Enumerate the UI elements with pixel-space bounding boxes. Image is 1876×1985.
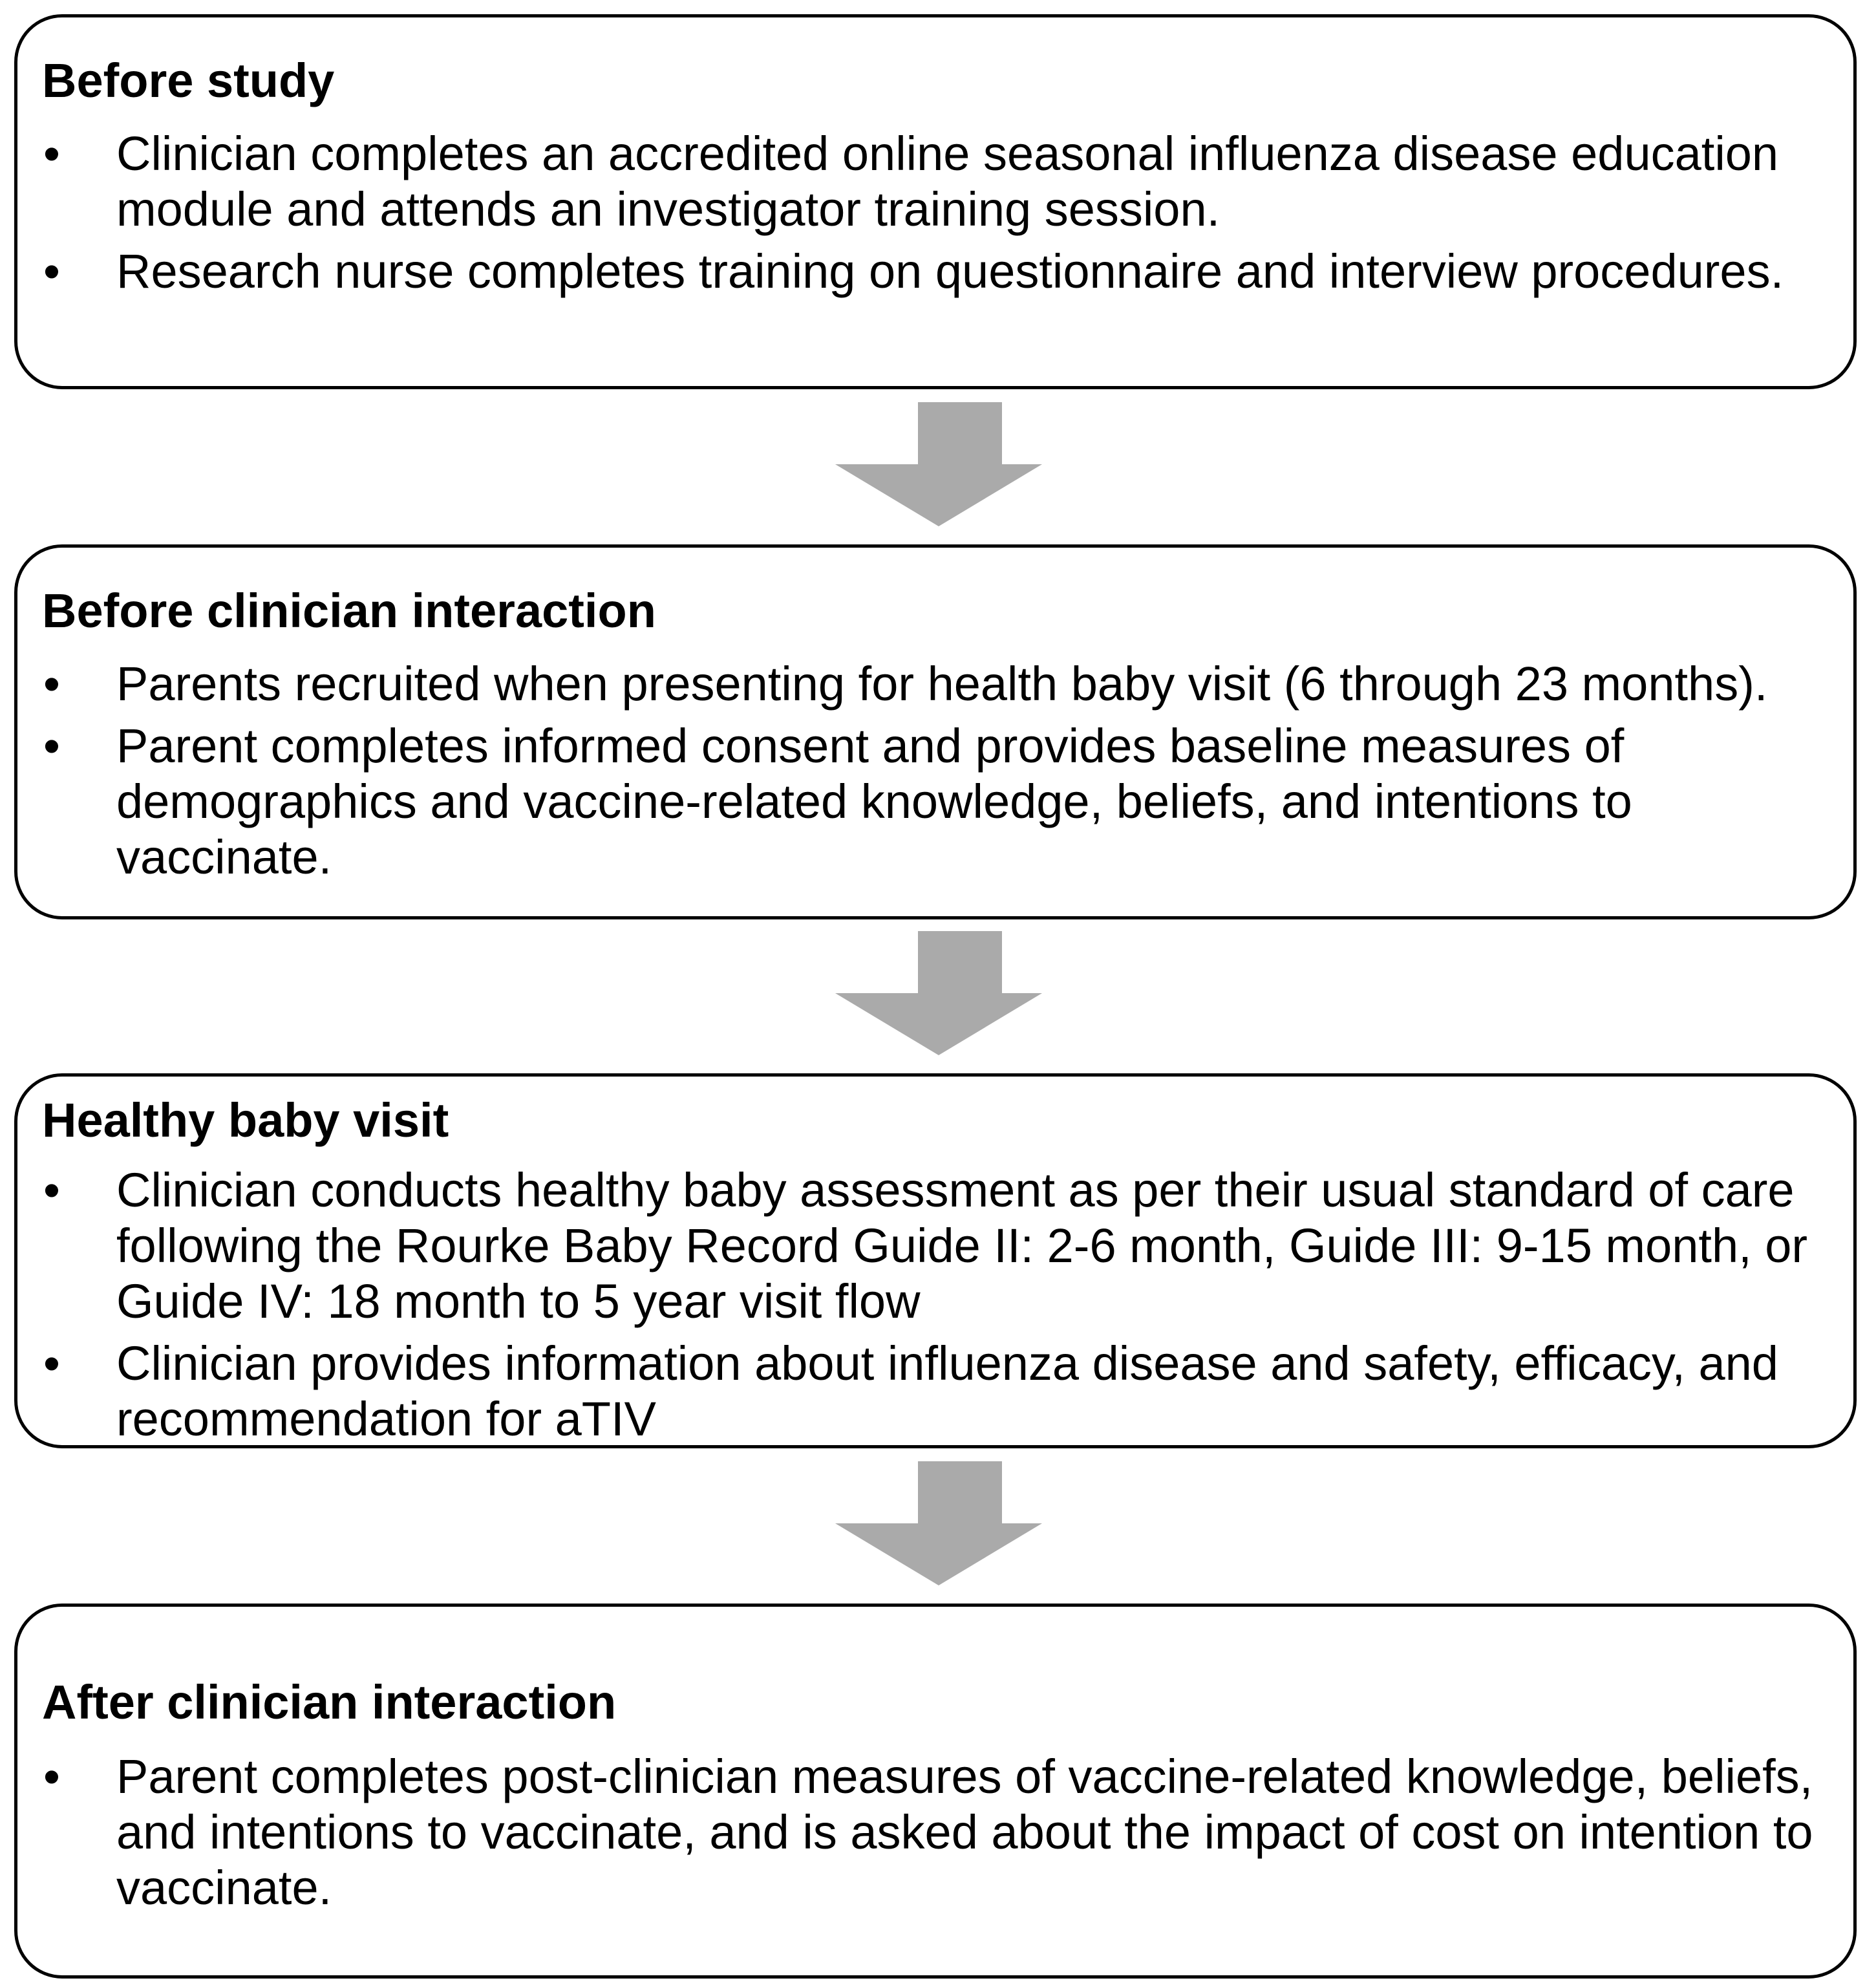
bullet-list [17,656,1840,892]
down-arrow-icon [835,931,1042,1060]
bullet-dot: • [43,657,60,711]
bullet-item [17,718,1840,885]
bullet-dot: • [43,1750,60,1803]
bullet-text: Clinician conducts healthy baby assessment as per their usual standard of care following the Rourke Baby Record Guide II: 2-6 month, Guide III: 9-15 month, or Guide IV: 18 month to 5 year visit flow [116,1163,1808,1328]
stage-title: Before clinician interaction [42,584,656,638]
bullet-list [17,1163,1840,1454]
stage-title: Healthy baby visit [42,1093,449,1147]
bullet-item [17,656,1840,712]
bullet-text: Parents recruited when presenting for health baby visit (6 through 23 months). [116,657,1768,711]
bullet-text: Clinician provides information about influenza disease and safety, efficacy, and recommendation for aTIV [116,1336,1778,1446]
bullet-dot: • [43,719,60,773]
bullet-dot: • [43,127,60,180]
bullet-item [17,244,1840,299]
bullet-list [17,1749,1840,1922]
bullet-text: Clinician completes an accredited online seasonal influenza disease education module and attends an investigator training session. [116,127,1779,236]
down-arrow-icon [835,402,1042,531]
bullet-dot: • [43,244,60,298]
bullet-item [17,1163,1840,1329]
bullet-text: Parent completes post-clinician measures of vaccine-related knowledge, beliefs, and intentions to vaccinate, and is asked about the impact of cost on intention to vaccinate. [116,1750,1813,1915]
bullet-text: Parent completes informed consent and provides baseline measures of demographics and vaccine-related knowledge, beliefs, and intentions to vaccinate. [116,719,1632,884]
stage-title: After clinician interaction [42,1675,617,1729]
stage-box-healthy-baby-visit [14,1073,1857,1448]
bullet-list [17,126,1840,306]
bullet-dot: • [43,1336,60,1390]
down-arrow-icon [835,1461,1042,1591]
bullet-item [17,1749,1840,1916]
stage-box-after-clinician-interaction [14,1604,1857,1979]
bullet-item [17,126,1840,237]
stage-box-before-clinician-interaction [14,544,1857,919]
bullet-text: Research nurse completes training on questionnaire and interview procedures. [116,244,1784,298]
stage-box-before-study [14,14,1857,389]
stage-title: Before study [42,54,335,107]
bullet-dot: • [43,1163,60,1217]
bullet-item [17,1336,1840,1447]
